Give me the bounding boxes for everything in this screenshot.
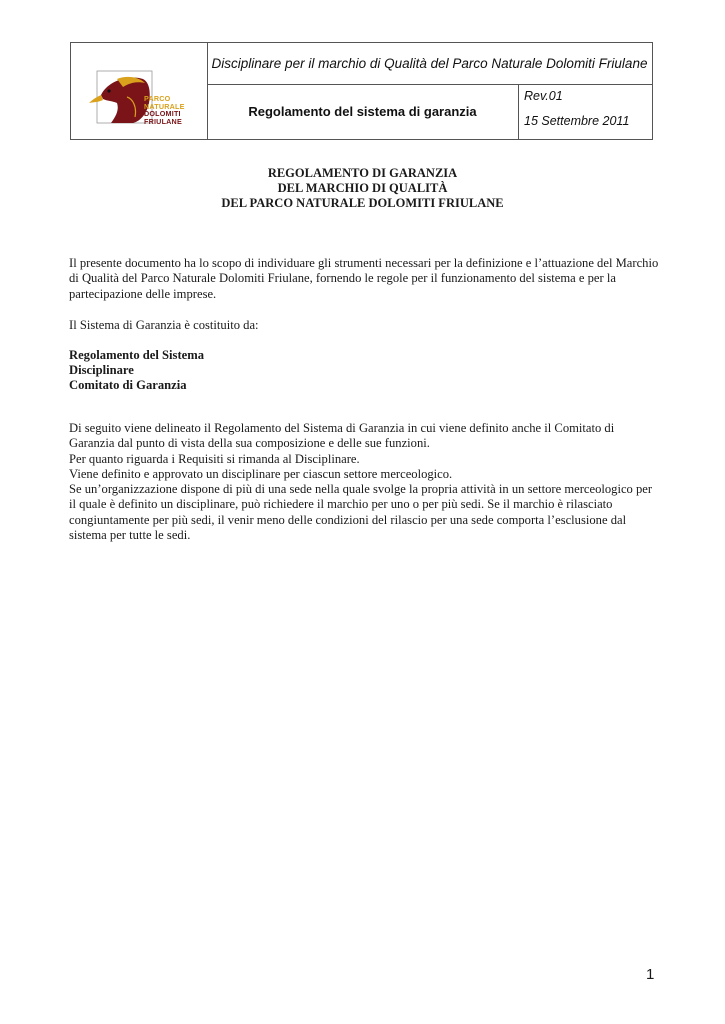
logo-text-line: DOLOMITI bbox=[144, 109, 181, 119]
details-line: Se un’organizzazione dispone di più di una sede nella quale svolge la propria attività in un settore merceologico per il quale è definito un disciplinare, può richiedere il marchio per uno o per più sedi. Se il marchio è rilasciato congiuntamente per più sedi, il venir meno delle condizioni del rilascio per una sede comporta l’esclusione dal sistema per tutte le sedi. bbox=[69, 482, 653, 543]
details-paragraph bbox=[69, 421, 659, 543]
components-list bbox=[69, 348, 659, 393]
header-title: Disciplinare per il marchio di Qualità del Parco Naturale Dolomiti Friulane bbox=[207, 43, 652, 85]
logo-cell bbox=[71, 43, 208, 139]
logo-text-line: PARCO bbox=[144, 94, 171, 103]
list-item: Regolamento del Sistema bbox=[69, 348, 205, 362]
header-subtitle: Regolamento del sistema di garanzia bbox=[207, 84, 519, 139]
composition-paragraph: Il Sistema di Garanzia è costituito da: bbox=[69, 318, 259, 332]
revision-date: 15 Settembre 2011 bbox=[524, 114, 630, 128]
document-title bbox=[0, 166, 725, 211]
list-item: Comitato di Garanzia bbox=[69, 378, 187, 392]
details-line: Di seguito viene delineato il Regolamento del Sistema di Garanzia in cui viene definito anche il Comitato di Garanzia dal punto di vista della sua composizione e delle sue funzioni. bbox=[69, 421, 615, 451]
title-line: DEL PARCO NATURALE DOLOMITI FRIULANE bbox=[221, 196, 504, 210]
logo-text bbox=[144, 95, 185, 125]
title-line: REGOLAMENTO DI GARANZIA bbox=[267, 166, 458, 180]
logo-text-line: NATURALE bbox=[144, 101, 185, 111]
title-line: DEL MARCHIO DI QUALITÀ bbox=[277, 181, 448, 195]
page-number: 1 bbox=[646, 966, 655, 983]
details-line: Viene definito e approvato un disciplinare per ciascun settore merceologico. bbox=[69, 466, 453, 481]
intro-paragraph: Il presente documento ha lo scopo di individuare gli strumenti necessari per la definizione e l’attuazione del Marchio di Qualità del Parco Naturale Dolomiti Friulane, fornendo le regole per il funzionamento del sistema e per la partecipazione delle imprese. bbox=[69, 256, 659, 301]
revision-cell bbox=[518, 84, 652, 139]
details-line: Per quanto riguarda i Requisiti si rimanda al Disciplinare. bbox=[69, 451, 360, 466]
header-table bbox=[70, 42, 653, 140]
revision-label: Rev.01 bbox=[524, 89, 563, 103]
logo-text-line: FRIULANE bbox=[144, 116, 182, 126]
list-item: Disciplinare bbox=[69, 363, 134, 377]
